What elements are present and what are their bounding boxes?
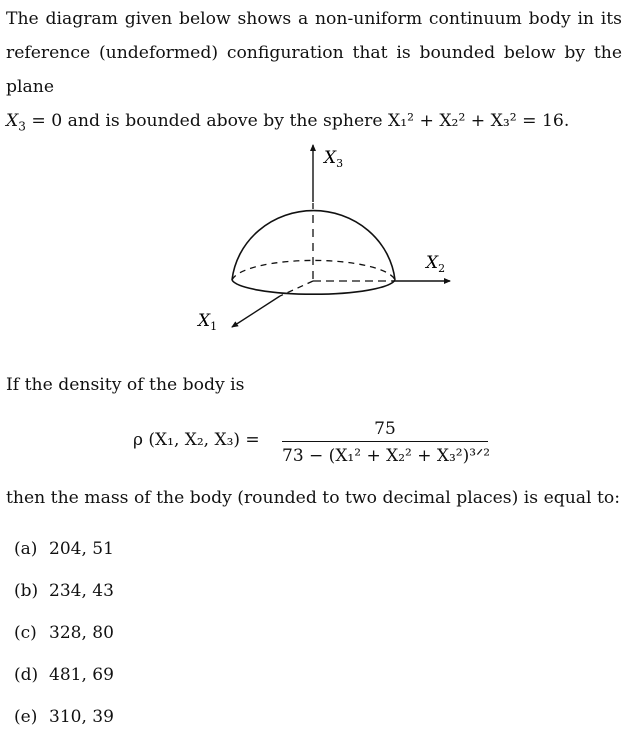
option-label: (e) xyxy=(14,707,38,727)
intro-line-3 xyxy=(6,104,622,138)
density-fraction xyxy=(282,418,491,468)
hemisphere-figure xyxy=(180,135,470,335)
density-denominator: 73 − (X₁² + X₂² + X₃²)³ᐟ² xyxy=(282,446,491,466)
plane-variable: X xyxy=(6,111,19,131)
option-label: (d) xyxy=(14,665,39,685)
x1-axis xyxy=(232,296,280,327)
option-label: (a) xyxy=(14,539,38,559)
density-numerator: 75 xyxy=(374,419,396,439)
x1-axis-label: $X_1$ xyxy=(198,311,218,333)
option-value: 204, 51 xyxy=(49,539,114,559)
option-value: 234, 43 xyxy=(49,581,114,601)
option-c[interactable] xyxy=(14,620,114,662)
option-a[interactable] xyxy=(14,536,114,578)
plane-variable-subscript: 3 xyxy=(18,119,26,134)
answer-options xyxy=(14,536,114,746)
intro-line-1: The diagram given below shows a non-uniform continuum body in its xyxy=(6,9,622,29)
density-lhs: ρ (X₁, X₂, X₃) = xyxy=(133,430,260,450)
option-value: 328, 80 xyxy=(49,623,114,643)
option-label: (c) xyxy=(14,623,37,643)
sphere-equation: X₁² + X₂² + X₃² = 16. xyxy=(387,111,570,131)
option-value: 481, 69 xyxy=(49,665,114,685)
option-e[interactable] xyxy=(14,704,114,746)
option-b[interactable] xyxy=(14,578,114,620)
problem-statement xyxy=(6,2,622,138)
plane-description: = 0 and is bounded above by the sphere xyxy=(25,111,388,131)
density-intro-text: If the density of the body is xyxy=(6,375,245,395)
x3-axis-label: $X_3$ xyxy=(324,148,344,170)
intro-line-2: reference (undeformed) configuration that is bounded below by the plane xyxy=(6,43,622,97)
question-text: then the mass of the body (rounded to two decimal places) is equal to: xyxy=(6,488,621,508)
fraction-bar xyxy=(282,441,488,442)
base-ellipse-front xyxy=(232,280,395,294)
option-d[interactable] xyxy=(14,662,114,704)
option-label: (b) xyxy=(14,581,39,601)
hemisphere-diagram xyxy=(180,135,470,335)
option-value: 310, 39 xyxy=(49,707,114,727)
x2-axis-label: $X_2$ xyxy=(426,253,446,275)
